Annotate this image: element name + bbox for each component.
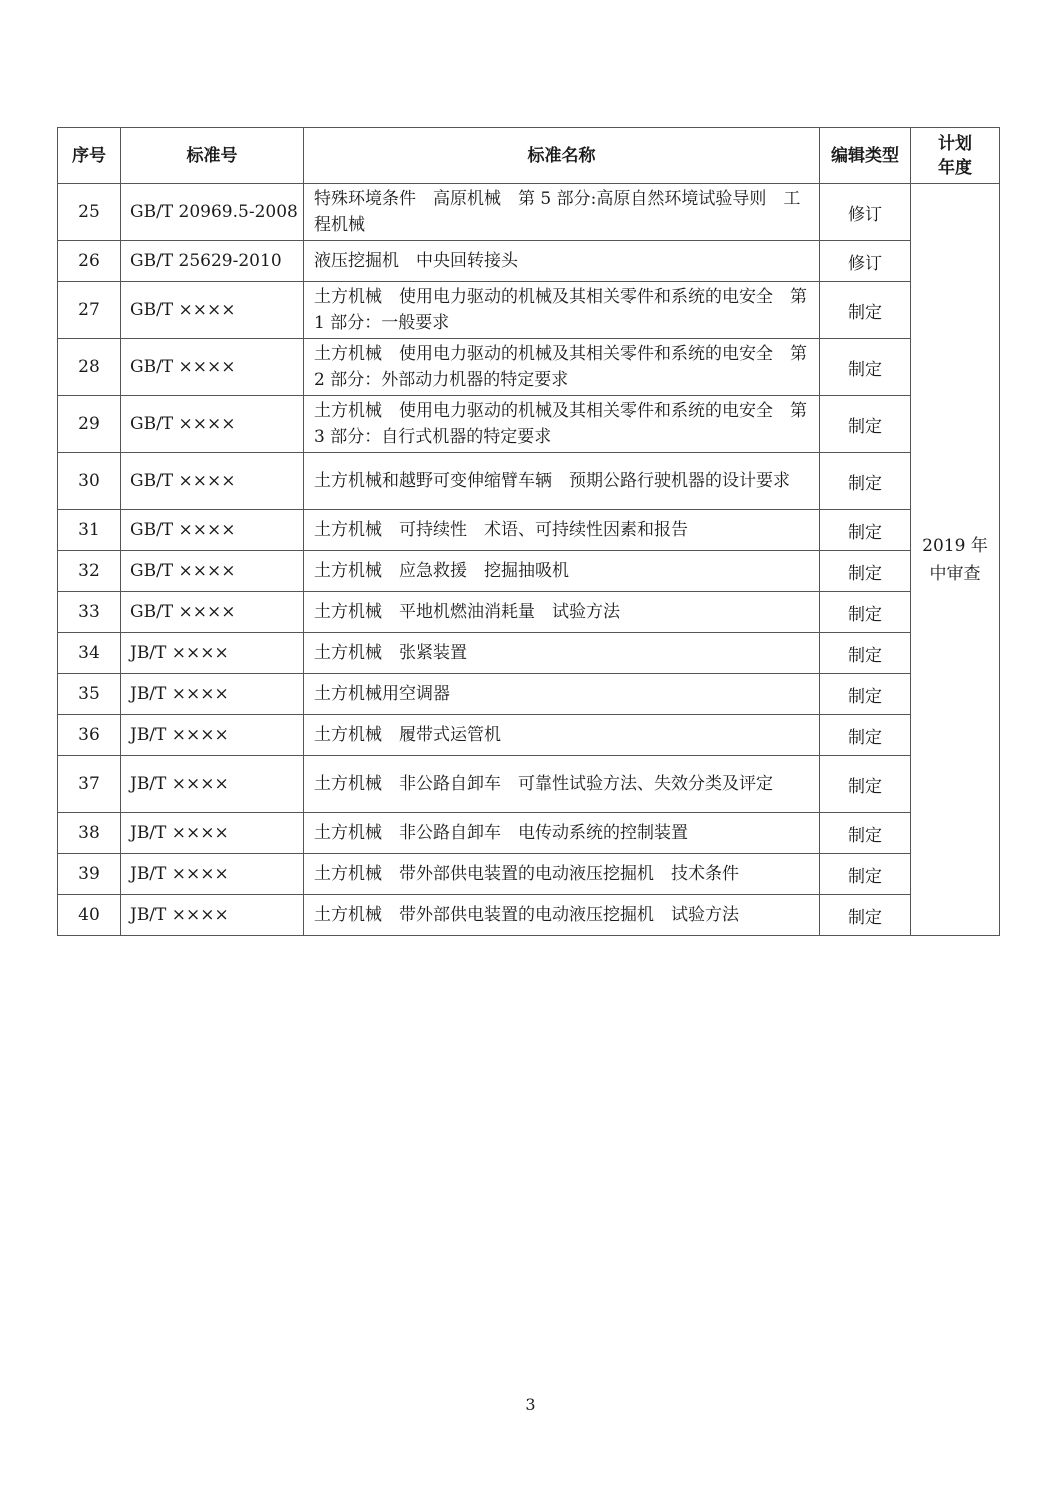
row-seq: 28 — [58, 339, 121, 396]
row-name: 土方机械 履带式运管机 — [304, 715, 820, 756]
header-plan-year-line2: 年度 — [938, 157, 972, 178]
header-plan-year-line1: 计划 — [938, 133, 972, 154]
table-row — [58, 674, 1000, 715]
table-row — [58, 241, 1000, 282]
table-row — [58, 282, 1000, 339]
row-code: JB/T ×××× — [121, 674, 304, 715]
row-name: 土方机械用空调器 — [304, 674, 820, 715]
row-seq: 29 — [58, 396, 121, 453]
row-name: 土方机械 带外部供电装置的电动液压挖掘机 技术条件 — [304, 854, 820, 895]
table-row — [58, 813, 1000, 854]
row-seq: 36 — [58, 715, 121, 756]
row-code: JB/T ×××× — [121, 756, 304, 813]
row-name: 土方机械和越野可变伸缩臂车辆 预期公路行驶机器的设计要求 — [304, 453, 820, 510]
table-header-row — [58, 128, 1000, 184]
row-code: JB/T ×××× — [121, 715, 304, 756]
row-seq: 38 — [58, 813, 121, 854]
row-seq: 26 — [58, 241, 121, 282]
row-seq: 31 — [58, 510, 121, 551]
row-type: 制定 — [820, 715, 911, 756]
row-name: 土方机械 使用电力驱动的机械及其相关零件和系统的电安全 第 3 部分：自行式机器的特定要求 — [304, 396, 820, 453]
row-seq: 32 — [58, 551, 121, 592]
row-name: 土方机械 使用电力驱动的机械及其相关零件和系统的电安全 第 2 部分：外部动力机器的特定要求 — [304, 339, 820, 396]
row-type: 制定 — [820, 756, 911, 813]
row-type: 制定 — [820, 510, 911, 551]
plan-year-line2: 中审查 — [929, 563, 981, 584]
row-name: 土方机械 使用电力驱动的机械及其相关零件和系统的电安全 第 1 部分：一般要求 — [304, 282, 820, 339]
row-code: GB/T ×××× — [121, 453, 304, 510]
row-code: GB/T ×××× — [121, 396, 304, 453]
table-row — [58, 339, 1000, 396]
row-code: JB/T ×××× — [121, 895, 304, 936]
table-row — [58, 396, 1000, 453]
row-code: JB/T ×××× — [121, 854, 304, 895]
row-seq: 35 — [58, 674, 121, 715]
row-name: 土方机械 平地机燃油消耗量 试验方法 — [304, 592, 820, 633]
row-type: 制定 — [820, 339, 911, 396]
row-type: 制定 — [820, 453, 911, 510]
row-type: 制定 — [820, 674, 911, 715]
page-number: 3 — [525, 1395, 536, 1414]
row-code: GB/T 20969.5-2008 — [121, 184, 304, 241]
table-row — [58, 184, 1000, 241]
row-type: 制定 — [820, 633, 911, 674]
header-name: 标准名称 — [304, 128, 820, 184]
row-type: 制定 — [820, 396, 911, 453]
row-type: 制定 — [820, 282, 911, 339]
header-code: 标准号 — [121, 128, 304, 184]
row-type: 修订 — [820, 241, 911, 282]
table-row — [58, 453, 1000, 510]
row-name: 液压挖掘机 中央回转接头 — [304, 241, 820, 282]
row-seq: 25 — [58, 184, 121, 241]
row-code: GB/T 25629-2010 — [121, 241, 304, 282]
row-seq: 37 — [58, 756, 121, 813]
row-type: 制定 — [820, 895, 911, 936]
row-type: 制定 — [820, 854, 911, 895]
table-row — [58, 551, 1000, 592]
header-seq: 序号 — [58, 128, 121, 184]
row-code: GB/T ×××× — [121, 592, 304, 633]
row-code: GB/T ×××× — [121, 510, 304, 551]
row-code: GB/T ×××× — [121, 282, 304, 339]
table-row — [58, 633, 1000, 674]
row-code: JB/T ×××× — [121, 813, 304, 854]
table-row — [58, 756, 1000, 813]
standards-table — [57, 127, 1000, 936]
table-row — [58, 715, 1000, 756]
row-seq: 33 — [58, 592, 121, 633]
table-row — [58, 592, 1000, 633]
row-code: JB/T ×××× — [121, 633, 304, 674]
row-seq: 27 — [58, 282, 121, 339]
row-seq: 34 — [58, 633, 121, 674]
plan-year-cell — [911, 184, 1000, 936]
row-code: GB/T ×××× — [121, 339, 304, 396]
row-seq: 40 — [58, 895, 121, 936]
table-row — [58, 854, 1000, 895]
row-name: 土方机械 张紧装置 — [304, 633, 820, 674]
row-name: 土方机械 非公路自卸车 可靠性试验方法、失效分类及评定 — [304, 756, 820, 813]
row-seq: 39 — [58, 854, 121, 895]
row-code: GB/T ×××× — [121, 551, 304, 592]
header-plan-year — [911, 128, 1000, 184]
header-type: 编辑类型 — [820, 128, 911, 184]
row-type: 修订 — [820, 184, 911, 241]
row-name: 土方机械 可持续性 术语、可持续性因素和报告 — [304, 510, 820, 551]
row-name: 特殊环境条件 高原机械 第 5 部分:高原自然环境试验导则 工程机械 — [304, 184, 820, 241]
row-type: 制定 — [820, 592, 911, 633]
row-type: 制定 — [820, 813, 911, 854]
row-name: 土方机械 应急救援 挖掘抽吸机 — [304, 551, 820, 592]
plan-year-line1: 2019 年 — [922, 535, 988, 556]
row-name: 土方机械 带外部供电装置的电动液压挖掘机 试验方法 — [304, 895, 820, 936]
row-name: 土方机械 非公路自卸车 电传动系统的控制装置 — [304, 813, 820, 854]
table-row — [58, 510, 1000, 551]
row-type: 制定 — [820, 551, 911, 592]
row-seq: 30 — [58, 453, 121, 510]
table-row — [58, 895, 1000, 936]
